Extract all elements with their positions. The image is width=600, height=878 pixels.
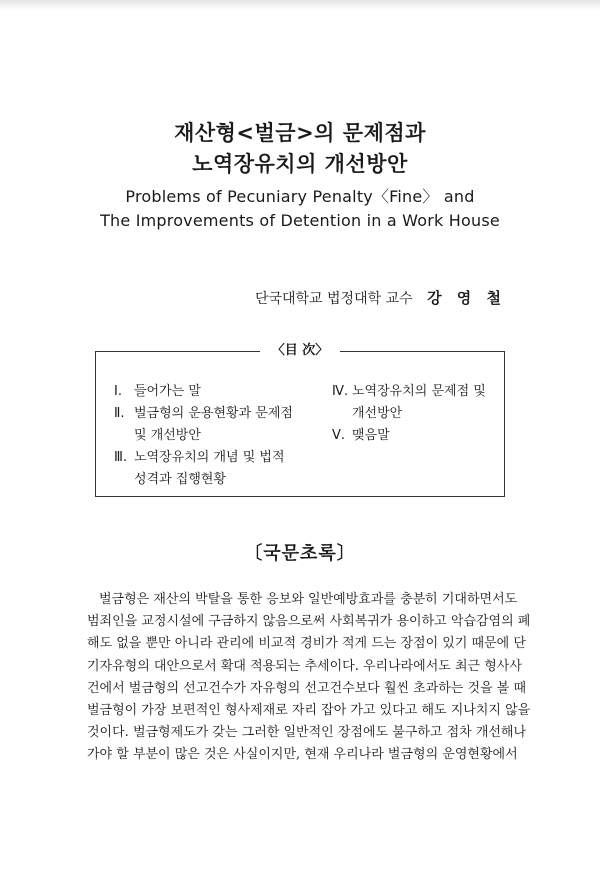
title-block — [0, 118, 600, 233]
toc-item — [332, 425, 502, 447]
abstract-line: 해도 없을 뿐만 아니라 관리에 비교적 경비가 적게 드는 장점이 있기 때문에 단 — [87, 636, 526, 652]
author-line — [255, 287, 506, 308]
abstract-line: 기자유형의 대안으로서 확대 적용되는 추세이다. 우리나라에서도 최근 형사사 — [87, 658, 522, 674]
toc-item — [114, 447, 304, 469]
toc-item-number: Ⅴ. — [332, 428, 346, 443]
toc-item-text: 노역장유치의 개념 및 법적 — [134, 450, 285, 465]
toc-item-number — [332, 403, 352, 425]
toc-item — [114, 425, 304, 447]
toc-item-text: 성격과 집행현황 — [134, 472, 227, 487]
toc-item-number — [114, 425, 134, 447]
toc-item-number: Ⅱ. — [114, 406, 125, 421]
toc-item-number — [114, 469, 134, 491]
toc-item — [114, 403, 304, 425]
abstract-line: 가야 할 부분이 많은 것은 사실이지만, 현재 우리나라 벌금형의 운영현황에서 — [87, 747, 518, 763]
abstract-line: 벌금형은 재산의 박탈을 통한 응보와 일반예방효과를 충분히 기대하면서도 — [99, 592, 518, 607]
abstract-line: 건에서 벌금형의 선고건수가 자유형의 선고건수보다 훨씬 초과하는 것을 볼 때 — [87, 680, 527, 696]
toc-left-column — [114, 381, 304, 491]
toc-item-text: 들어가는 말 — [134, 384, 201, 399]
toc-item — [114, 469, 304, 491]
author-affiliation: 단국대학교 법정대학 교수 — [254, 291, 413, 307]
toc-heading: 〈目 次〉 — [271, 343, 329, 358]
toc-item-text: 맺음말 — [352, 428, 390, 443]
abstract-line: 범죄인을 교정시설에 구금하지 않음으로써 사회복귀가 용이하고 악습감염의 폐 — [87, 614, 531, 630]
toc-header-rule-right — [340, 351, 505, 352]
toc-header — [95, 343, 505, 359]
toc-item-text: 벌금형의 운용현황과 문제점 — [134, 406, 293, 421]
toc-right-column — [332, 381, 502, 447]
abstract-line: 것이다. 벌금형제도가 갖는 그러한 일반적인 장점에도 불구하고 점차 개선해나 — [87, 725, 527, 741]
toc-item-number: Ⅲ. — [114, 450, 128, 465]
toc-item — [114, 381, 304, 403]
scan-edge-shade — [0, 0, 600, 10]
english-title-line-1: Problems of Pecuniary Penalty〈Fine〉 and — [125, 187, 475, 206]
toc-item — [332, 381, 502, 403]
korean-title-line-1: 재산형<벌금>의 문제점과 — [174, 121, 426, 145]
abstract-heading: 〔국문초록〕 — [244, 543, 356, 564]
toc-item-text: 및 개선방안 — [134, 428, 201, 443]
toc-item — [332, 403, 502, 425]
toc-item-text: 개선방안 — [352, 406, 403, 421]
english-title-line-2: The Improvements of Detention in a Work House — [100, 211, 500, 230]
toc-item-text: 노역장유치의 문제점 및 — [352, 384, 486, 399]
toc-item-number: Ⅰ. — [114, 384, 122, 399]
abstract-body — [87, 589, 531, 767]
abstract-line: 벌금형이 가장 보편적인 형사제재로 자리 잡아 가고 있다고 해도 지나치지 않을 — [87, 703, 531, 719]
korean-title-line-2: 노역장유치의 개선방안 — [192, 152, 408, 176]
author-name: 강 영 철 — [427, 289, 506, 307]
table-of-contents-box — [95, 351, 505, 497]
toc-item-number: Ⅳ. — [332, 384, 349, 399]
